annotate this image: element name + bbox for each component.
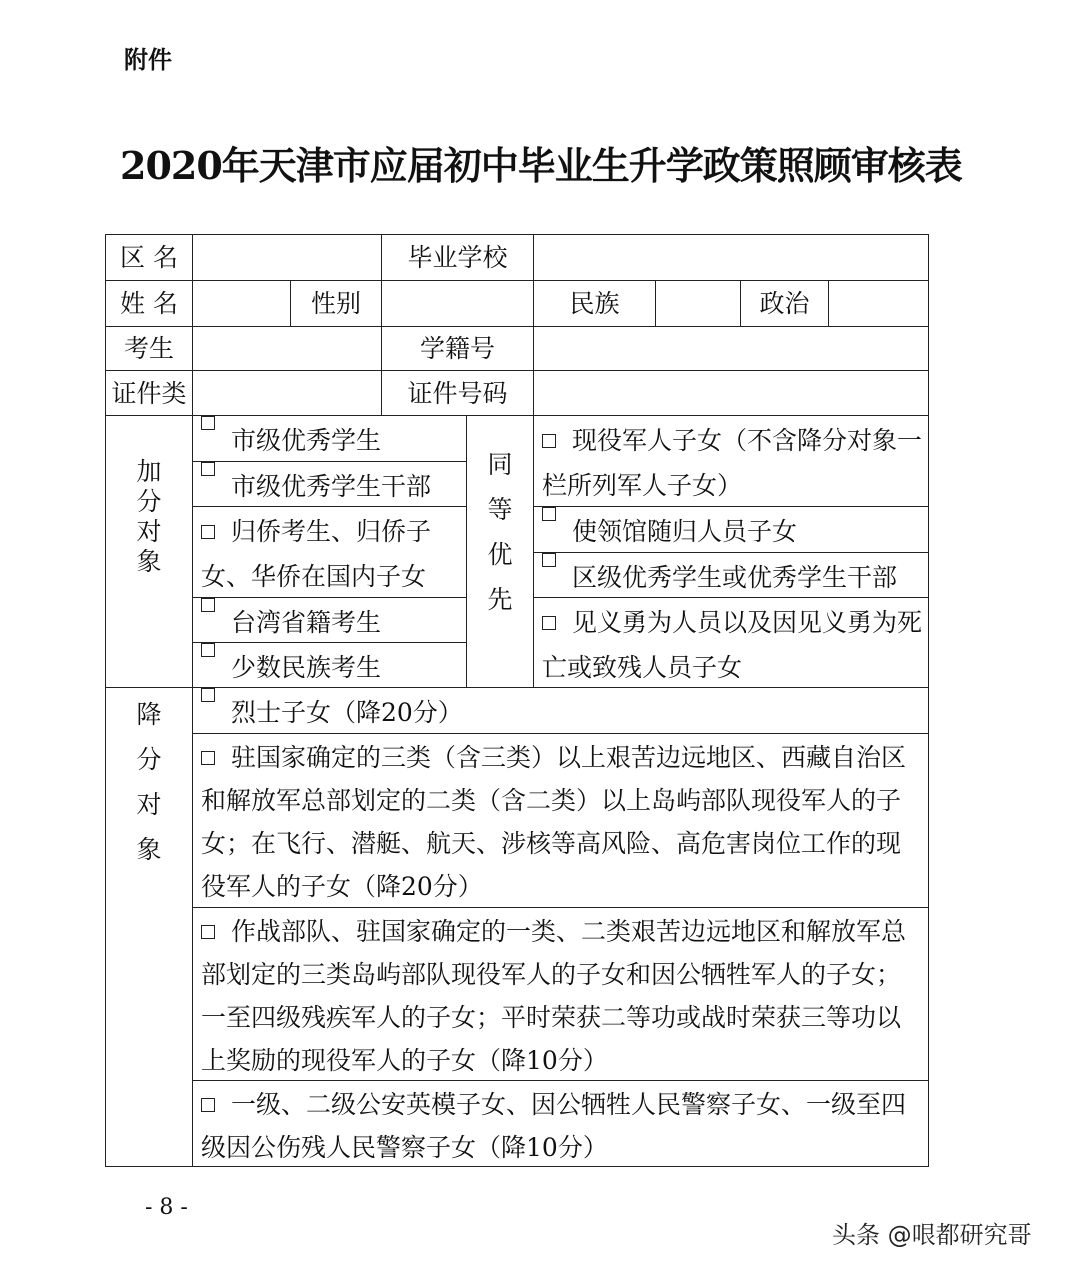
- reduce-section-label: [105, 687, 193, 1167]
- politics-label: 政治: [740, 280, 829, 327]
- school-label: 毕业学校: [381, 234, 534, 281]
- bonus-item[interactable]: [192, 461, 467, 507]
- item-text: 一级、二级公安英模子女、因公牺牲人民警察子女、一级至四级因公伤残人民警察子女（降10分）: [201, 1090, 907, 1162]
- checkbox[interactable]: [201, 598, 215, 612]
- name-label: 姓 名: [105, 280, 193, 327]
- page-title: 2020年天津市应届初中毕业生升学政策照顾审核表: [120, 143, 962, 188]
- label-char: 先: [487, 584, 513, 614]
- district-field[interactable]: [192, 234, 382, 281]
- equal-item[interactable]: [533, 552, 929, 598]
- item-text: 台湾省籍考生: [231, 608, 382, 637]
- label-char: 象: [136, 835, 162, 864]
- checkbox[interactable]: [542, 616, 556, 630]
- label-char: 加: [136, 456, 162, 486]
- id-type-field[interactable]: [192, 370, 382, 416]
- item-text: 见义勇为人员以及因见义勇为死亡或致残人员子女: [542, 608, 923, 682]
- label-char: 等: [487, 494, 513, 524]
- gender-field[interactable]: [381, 280, 534, 327]
- reduce-item[interactable]: [192, 733, 929, 908]
- label-char: 对: [136, 516, 162, 546]
- item-text: 市级优秀学生: [231, 426, 382, 455]
- checkbox[interactable]: [542, 553, 556, 567]
- name-field[interactable]: [192, 280, 291, 327]
- equal-item[interactable]: [533, 597, 929, 688]
- exam-field[interactable]: [192, 326, 382, 371]
- id-type-label: 证件类: [105, 370, 193, 416]
- school-field[interactable]: [533, 234, 929, 281]
- ethnicity-label: 民族: [533, 280, 656, 327]
- checkbox[interactable]: [201, 643, 215, 657]
- page-number: - 8 -: [145, 1195, 188, 1220]
- label-char: 分: [136, 745, 162, 774]
- attachment-label: 附件: [124, 46, 172, 74]
- equal-item[interactable]: [533, 415, 929, 507]
- equal-item[interactable]: [533, 506, 929, 553]
- item-text: 归侨考生、归侨子女、华侨在国内子女: [201, 517, 432, 591]
- label-char: 分: [136, 486, 162, 516]
- checkbox[interactable]: [201, 1098, 215, 1112]
- label-char: 优: [487, 539, 513, 569]
- gender-label: 性别: [290, 280, 382, 327]
- checkbox[interactable]: [201, 416, 215, 430]
- checkbox[interactable]: [201, 525, 215, 539]
- district-label: 区 名: [105, 234, 193, 281]
- reduce-item[interactable]: [192, 687, 929, 734]
- checkbox[interactable]: [542, 434, 556, 448]
- item-text: 烈士子女（降20分）: [231, 698, 463, 727]
- item-text: 区级优秀学生或优秀学生干部: [572, 563, 898, 592]
- label-char: 象: [136, 546, 162, 576]
- bonus-item[interactable]: [192, 415, 467, 462]
- label-char: 降: [136, 700, 162, 729]
- item-text: 少数民族考生: [231, 653, 382, 682]
- reduce-item[interactable]: [192, 907, 929, 1081]
- item-text: 驻国家确定的三类（含三类）以上艰苦边远地区、西藏自治区和解放军总部划定的二类（含二类）以上岛屿部队现役军人的子女；在飞行、潜艇、航天、涉核等高风险、高危害岗位工作的现役军人的子女（降20分）: [201, 743, 907, 901]
- student-id-field[interactable]: [533, 326, 929, 371]
- checkbox[interactable]: [201, 925, 215, 939]
- bonus-item[interactable]: [192, 506, 467, 598]
- checkbox[interactable]: [201, 688, 215, 702]
- bonus-item[interactable]: [192, 597, 467, 643]
- ethnicity-field[interactable]: [655, 280, 741, 327]
- bonus-item[interactable]: [192, 642, 467, 688]
- item-text: 使领馆随归人员子女: [572, 517, 798, 546]
- item-text: 市级优秀学生干部: [231, 472, 432, 501]
- checkbox[interactable]: [542, 507, 556, 521]
- id-number-label: 证件号码: [381, 370, 534, 416]
- label-char: 同: [487, 449, 513, 479]
- watermark: 头条 @哏都研究哥: [832, 1221, 1032, 1249]
- reduce-item[interactable]: [192, 1080, 929, 1167]
- politics-field[interactable]: [828, 280, 929, 327]
- item-text: 作战部队、驻国家确定的一类、二类艰苦边远地区和解放军总部划定的三类岛屿部队现役军人的子女和因公牺牲军人的子女；一至四级残疾军人的子女；平时荣获二等功或战时荣获三等功以上奖励的现役军人的子女（降10分）: [201, 917, 907, 1075]
- student-id-label: 学籍号: [381, 326, 534, 371]
- equal-section-label: [466, 415, 534, 688]
- id-number-field[interactable]: [533, 370, 929, 416]
- bonus-section-label: [105, 415, 193, 688]
- exam-label: 考生: [105, 326, 193, 371]
- checkbox[interactable]: [201, 751, 215, 765]
- label-char: 对: [136, 790, 162, 819]
- checkbox[interactable]: [201, 462, 215, 476]
- item-text: 现役军人子女（不含降分对象一栏所列军人子女）: [542, 426, 923, 500]
